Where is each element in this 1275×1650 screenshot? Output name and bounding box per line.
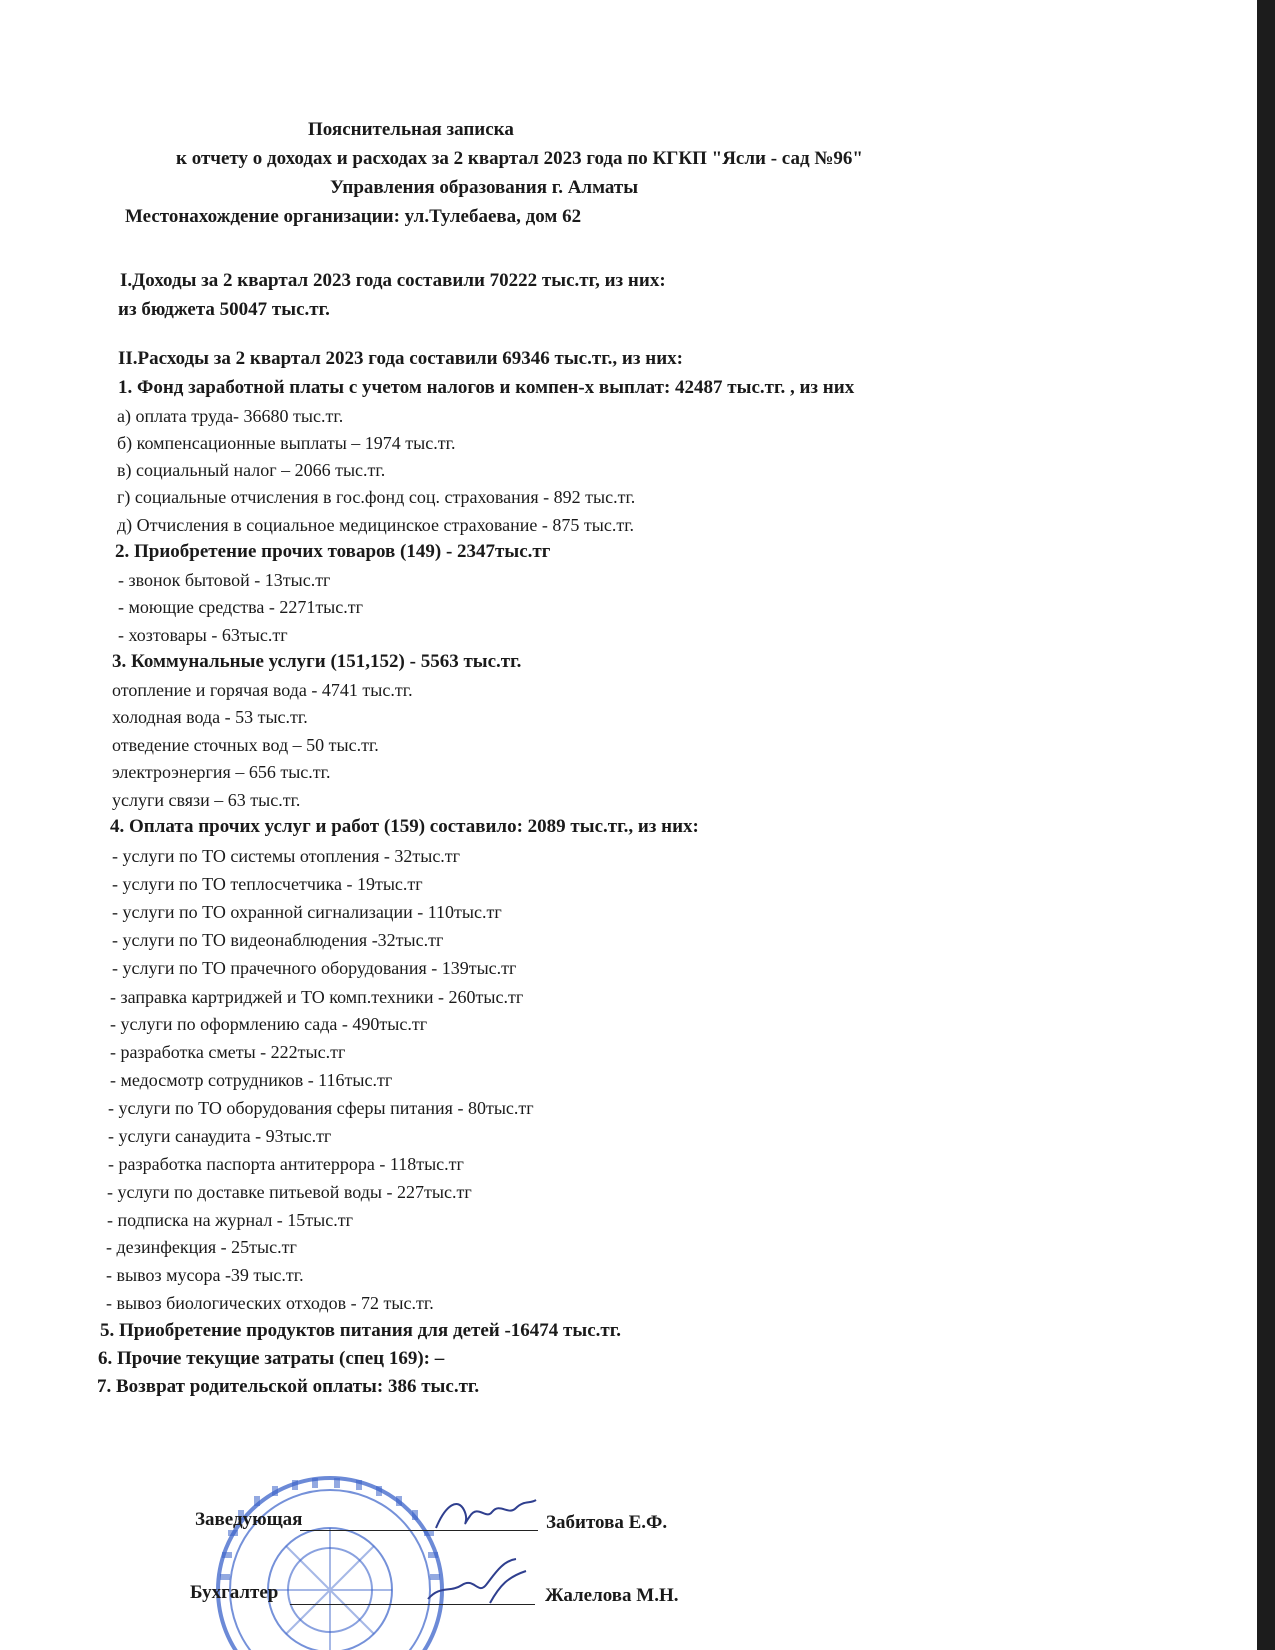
list-item: - услуги по ТО прачечного оборудования - 139тыс.тг	[112, 958, 517, 978]
section-6-line: 6. Прочие текущие затраты (спец 169): –	[98, 1348, 445, 1369]
list-item: - услуги санаудита - 93тыс.тг	[108, 1126, 332, 1146]
list-item: электроэнергия – 656 тыс.тг.	[112, 762, 331, 782]
list-item: - хозтовары - 63тыс.тг	[118, 625, 288, 645]
list-item: - услуги по ТО охранной сигнализации - 110тыс.тг	[112, 902, 502, 922]
list-item: - услуги по ТО видеонаблюдения -32тыс.тг	[112, 930, 444, 950]
list-item: - медосмотр сотрудников - 116тыс.тг	[110, 1070, 393, 1090]
head-signature-scribble	[430, 1490, 540, 1538]
list-item: холодная вода - 53 тыс.тг.	[112, 707, 308, 727]
list-item: - разработка сметы - 222тыс.тг	[110, 1042, 346, 1062]
list-item: отопление и горячая вода - 4741 тыс.тг.	[112, 680, 413, 700]
list-item: - услуги по оформлению сада - 490тыс.тг	[110, 1014, 428, 1034]
list-item: - вывоз мусора -39 тыс.тг.	[106, 1265, 304, 1285]
document-department: Управления образования г. Алматы	[330, 177, 639, 198]
income-budget-line: из бюджета 50047 тыс.тг.	[118, 299, 330, 320]
list-item: - заправка картриджей и ТО комп.техники - 260тыс.тг	[110, 987, 524, 1007]
accountant-title: Бухгалтер	[190, 1582, 279, 1603]
accountant-signature-scribble	[420, 1555, 535, 1610]
official-seal-stamp	[210, 1470, 450, 1650]
section-1-title: 1. Фонд заработной платы с учетом налогов и компен-х выплат: 42487 тыс.тг. , из них	[118, 377, 855, 398]
list-item: б) компенсационные выплаты – 1974 тыс.тг.	[117, 433, 456, 453]
list-item: - моющие средства - 2271тыс.тг	[118, 597, 364, 617]
scan-edge	[1257, 0, 1275, 1650]
income-line: I.Доходы за 2 квартал 2023 года составили 70222 тыс.тг, из них:	[120, 270, 666, 291]
expenses-title: II.Расходы за 2 квартал 2023 года составили 69346 тыс.тг., из них:	[118, 348, 683, 369]
section-3-title: 3. Коммунальные услуги (151,152) - 5563 тыс.тг.	[112, 651, 522, 672]
list-item: - звонок бытовой - 13тыс.тг	[118, 570, 331, 590]
list-item: - услуги по ТО оборудования сферы питания - 80тыс.тг	[108, 1098, 534, 1118]
list-item: - услуги по доставке питьевой воды - 227тыс.тг	[107, 1182, 472, 1202]
list-item: - услуги по ТО теплосчетчика - 19тыс.тг	[112, 874, 423, 894]
head-title: Заведующая	[195, 1509, 303, 1530]
list-item: отведение сточных вод – 50 тыс.тг.	[112, 735, 379, 755]
section-7-line: 7. Возврат родительской оплаты: 386 тыс.тг.	[97, 1376, 480, 1397]
document-title: Пояснительная записка	[308, 119, 514, 140]
list-item: - дезинфекция - 25тыс.тг	[106, 1237, 297, 1257]
list-item: а) оплата труда- 36680 тыс.тг.	[117, 406, 344, 426]
section-2-title: 2. Приобретение прочих товаров (149) - 2347тыс.тг	[115, 541, 551, 562]
list-item: г) социальные отчисления в гос.фонд соц. страхования - 892 тыс.тг.	[117, 487, 636, 507]
list-item: в) социальный налог – 2066 тыс.тг.	[117, 460, 386, 480]
list-item: - разработка паспорта антитеррора - 118тыс.тг	[108, 1154, 464, 1174]
list-item: - услуги по ТО системы отопления - 32тыс.тг	[112, 846, 461, 866]
list-item: услуги связи – 63 тыс.тг.	[112, 790, 301, 810]
list-item: - вывоз биологических отходов - 72 тыс.тг.	[106, 1293, 434, 1313]
document-location: Местонахождение организации: ул.Тулебаева, дом 62	[125, 206, 582, 227]
section-5-line: 5. Приобретение продуктов питания для детей -16474 тыс.тг.	[100, 1320, 621, 1341]
document-subtitle: к отчету о доходах и расходах за 2 квартал 2023 года по КГКП "Ясли - сад №96"	[176, 148, 863, 169]
list-item: д) Отчисления в социальное медицинское страхование - 875 тыс.тг.	[117, 515, 635, 535]
head-name: Забитова Е.Ф.	[546, 1512, 668, 1533]
section-4-title: 4. Оплата прочих услуг и работ (159) составило: 2089 тыс.тг., из них:	[110, 816, 699, 837]
accountant-name: Жалелова М.Н.	[545, 1585, 679, 1606]
list-item: - подписка на журнал - 15тыс.тг	[107, 1210, 353, 1230]
